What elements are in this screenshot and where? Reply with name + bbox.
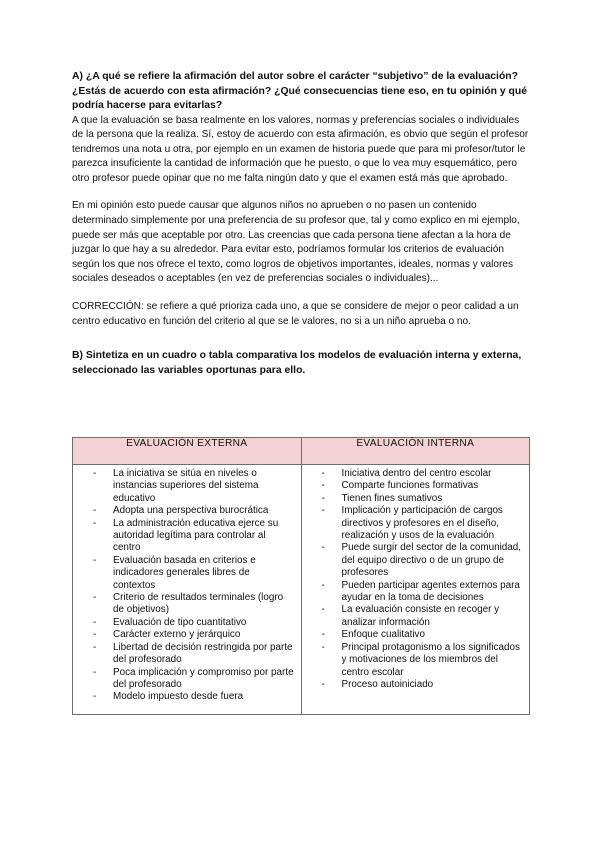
internal-list-item: - Implicación y participación de cargos directivos y profesores en el diseño, realización y usos de la evaluación	[308, 505, 524, 542]
answer-a-paragraph-2: En mi opinión esto puede causar que algunos niños no aprueben o no pasen un contenido determinado simplemente por una preferencia de su profesor que, tal y como explico en mi ejemplo, puede ser más que aceptable por otro. Las creencias que cada persona tiene afectan a la hora de juzgar lo que hay a su alrededor. Para evitar esto, podríamos formular los criterios de evaluación según los que nos ofrece el texto, como logros de objetivos importantes, ideales, normas y valores sociales deseados o aceptables (en vez de preferencias sociales o individuales)...	[72, 200, 520, 285]
internal-list-item: - Proceso autoiniciado	[308, 679, 524, 691]
external-list-item: - Carácter externo y jerárquico	[79, 629, 295, 641]
external-list-item: - Modelo impuesto desde fuera	[79, 691, 295, 703]
header-internal: EVALUACIÓN INTERNA	[301, 438, 530, 465]
internal-list-item: - Comparte funciones formativas	[308, 480, 524, 492]
internal-list-item: - Principal protagonismo a los significados y motivaciones de los miembros del centro escolar	[308, 642, 524, 679]
internal-list-item: - Tienen fines sumativos	[308, 493, 524, 505]
external-list-item: - Evaluación de tipo cuantitativo	[79, 617, 295, 629]
internal-list-item: - Enfoque cualitativo	[308, 629, 524, 641]
internal-list-item: - Puede surgir del sector de la comunidad, del equipo directivo o de un grupo de profesores	[308, 542, 524, 579]
document-body	[72, 70, 532, 378]
internal-list-item: - Iniciativa dentro del centro escolar	[308, 468, 524, 480]
external-list-item: - Criterio de resultados terminales (logro de objetivos)	[79, 592, 295, 617]
answer-a-paragraph-1: A que la evaluación se basa realmente en los valores, normas y preferencias sociales o individuales de la persona que la realiza. Sí, estoy de acuerdo con esta afirmación, es obvio que según el profesor tendremos una nota u otra, por ejemplo en un examen de historia puede que para mi profesor/tutor le parezca insuficiente la cantidad de información que he puesto, o que lo vea muy esquemático, pero otro profesor puede opinar que no me falta ningún dato y que el examen está más que aprobado.	[72, 114, 529, 184]
question-a: A) ¿A qué se refiere la afirmación del autor sobre el carácter “subjetivo” de la evaluación? ¿Estás de acuerdo con esta afirmación? ¿Qué consecuencias tiene eso, en tu opinión y qué podría hacerse para evitarlas?	[72, 71, 527, 111]
external-list-item: - Poca implicación y compromiso por parte del profesorado	[79, 667, 295, 692]
external-list	[79, 468, 295, 704]
internal-list-item: - La evaluación consiste en recoger y analizar información	[308, 604, 524, 629]
external-list-item: - La administración educativa ejerce su autoridad legítima para controlar al centro	[79, 518, 295, 555]
question-b: B) Sintetiza en un cuadro o tabla comparativa los modelos de evaluación interna y externa, seleccionado las variables oportunas para ello.	[72, 350, 522, 376]
external-cell	[73, 465, 302, 715]
header-external: EVALUACIÓN EXTERNA	[73, 438, 302, 465]
internal-cell	[301, 465, 530, 715]
external-list-item: - Libertad de decisión restringida por parte del profesorado	[79, 642, 295, 667]
internal-list-item: - Pueden participar agentes externos para ayudar en la toma de decisiones	[308, 580, 524, 605]
internal-list	[308, 468, 524, 691]
correction-paragraph: CORRECCIÓN: se refiere a qué prioriza cada uno, a que se considere de mejor o peor calidad a un centro educativo en función del criterio al que se le valores, no si a un niño aprueba o no.	[72, 301, 519, 327]
comparison-table	[72, 437, 530, 715]
external-list-item: - Evaluación basada en criterios e indicadores generales libres de contextos	[79, 555, 295, 592]
external-list-item: - La iniciativa se sitúa en niveles o instancias superiores del sistema educativo	[79, 468, 295, 505]
external-list-item: - Adopta una perspectiva burocrática	[79, 505, 295, 517]
